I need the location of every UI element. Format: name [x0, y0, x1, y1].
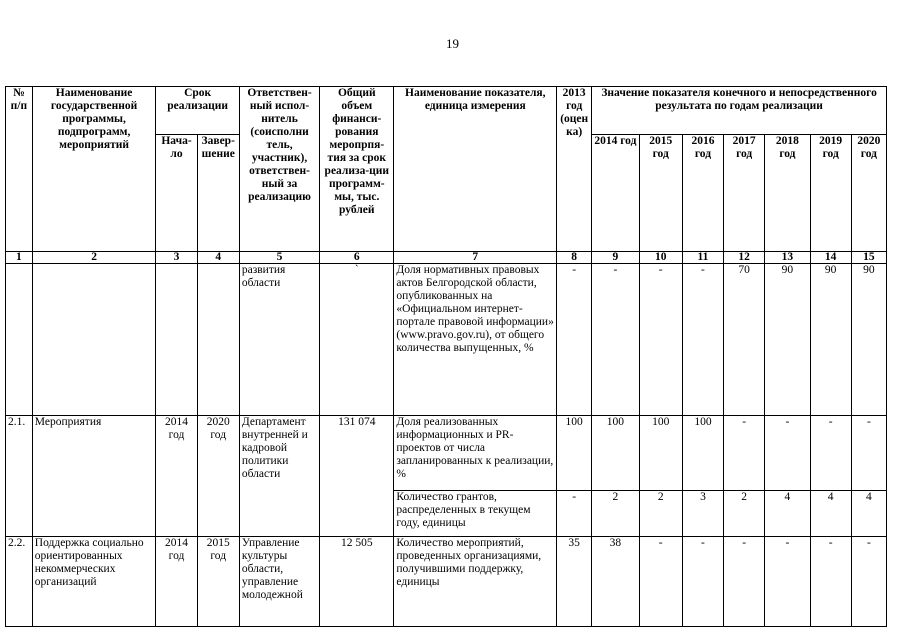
column-number: 14 [810, 252, 851, 264]
column-number: 15 [851, 252, 886, 264]
header-year: 2014 год [592, 135, 639, 252]
row-funding: 12 505 [320, 537, 394, 627]
row-name: Мероприятия [32, 416, 156, 537]
column-number: 2 [32, 252, 156, 264]
row-value: 100 [592, 416, 639, 491]
row-num: 2.2. [6, 537, 33, 627]
row-value: - [851, 537, 886, 627]
row-end: 2020 год [197, 416, 239, 537]
row-value: - [851, 416, 886, 491]
row-executor: развития области [239, 264, 319, 416]
column-number: 10 [639, 252, 682, 264]
row-funding: 131 074 [320, 416, 394, 537]
row-name: Поддержка социально ориентированных некоммерческих организаций [32, 537, 156, 627]
row-executor: Департамент внутренней и кадровой политики области [239, 416, 319, 537]
header-values-group: Значение показателя конечного и непосредственного результата по годам реализации [592, 87, 887, 135]
header-year: 2015 год [639, 135, 682, 252]
row-indicator: Доля реализованных информационных и PR-проектов от числа запланированных к реализации, % [394, 416, 557, 491]
column-number: 6 [320, 252, 394, 264]
row-num: 2.1. [6, 416, 33, 537]
column-number: 4 [197, 252, 239, 264]
row-start: 2014 год [156, 537, 197, 627]
header-2013: 2013 год (оцен ка) [557, 87, 592, 252]
row-value: 4 [851, 491, 886, 537]
row-value: 100 [557, 416, 592, 491]
row-value: - [682, 264, 723, 416]
header-indicator: Наименование показателя, единица измерения [394, 87, 557, 252]
row-indicator: Доля нормативных правовых актов Белгородской области, опубликованных на «Официальном интернет-портале правовой информации» (www.pravo.gov.ru), от общего количества выпущенных, % [394, 264, 557, 416]
row-value: - [639, 264, 682, 416]
row-value: 38 [592, 537, 639, 627]
row-value: - [724, 537, 765, 627]
header-executor: Ответствен-ный испол-нитель (соисполни тель, участник), ответствен-ный за реализацию [239, 87, 319, 252]
header-year: 2018 год [765, 135, 810, 252]
header-funding: Общий объем финанси-рования меропрпя-тия за срок реализа-ции программ-мы, тыс. рублей [320, 87, 394, 252]
row-value: - [765, 416, 810, 491]
row-end: 2015 год [197, 537, 239, 627]
row-num [6, 264, 33, 416]
row-value: - [592, 264, 639, 416]
row-value: 70 [724, 264, 765, 416]
header-year: 2017 год [724, 135, 765, 252]
row-value: - [557, 491, 592, 537]
row-executor: Управление культуры области, управление молодежной [239, 537, 319, 627]
header-name: Наименование государственной программы, подпрограмм, мероприятий [32, 87, 156, 252]
row-value: 90 [810, 264, 851, 416]
table-row [6, 264, 887, 416]
column-number: 5 [239, 252, 319, 264]
row-indicator: Количество мероприятий, проведенных организациями, получившими поддержку, единицы [394, 537, 557, 627]
row-value: - [639, 537, 682, 627]
row-start: 2014 год [156, 416, 197, 537]
row-value: 2 [592, 491, 639, 537]
row-value: 100 [639, 416, 682, 491]
row-value: 4 [810, 491, 851, 537]
row-value: - [765, 537, 810, 627]
row-indicator: Количество грантов, распределенных в текущем году, единицы [394, 491, 557, 537]
column-number: 11 [682, 252, 723, 264]
row-value: 2 [724, 491, 765, 537]
header-term: Срок реализации [156, 87, 239, 135]
row-value: - [724, 416, 765, 491]
header-year: 2019 год [810, 135, 851, 252]
row-value: 90 [765, 264, 810, 416]
column-number: 12 [724, 252, 765, 264]
column-number: 7 [394, 252, 557, 264]
header-term-end: Завер-шение [197, 135, 239, 252]
row-value: 4 [765, 491, 810, 537]
row-funding: ` [320, 264, 394, 416]
row-start [156, 264, 197, 416]
page-number: 19 [446, 36, 459, 51]
row-value: 100 [682, 416, 723, 491]
header-year: 2020 год [851, 135, 886, 252]
row-value: - [810, 537, 851, 627]
row-value: - [682, 537, 723, 627]
indicators-table [5, 86, 887, 627]
column-number: 9 [592, 252, 639, 264]
column-number: 13 [765, 252, 810, 264]
header-term-start: Нача-ло [156, 135, 197, 252]
header-num: № п/п [6, 87, 33, 252]
header-year: 2016 год [682, 135, 723, 252]
row-value: - [810, 416, 851, 491]
column-number: 8 [557, 252, 592, 264]
table-row [6, 537, 887, 627]
column-number: 3 [156, 252, 197, 264]
row-end [197, 264, 239, 416]
row-name [32, 264, 156, 416]
row-value: 3 [682, 491, 723, 537]
row-value: 90 [851, 264, 886, 416]
row-value: - [557, 264, 592, 416]
table-row [6, 416, 887, 491]
row-value: 35 [557, 537, 592, 627]
column-number: 1 [6, 252, 33, 264]
row-value: 2 [639, 491, 682, 537]
